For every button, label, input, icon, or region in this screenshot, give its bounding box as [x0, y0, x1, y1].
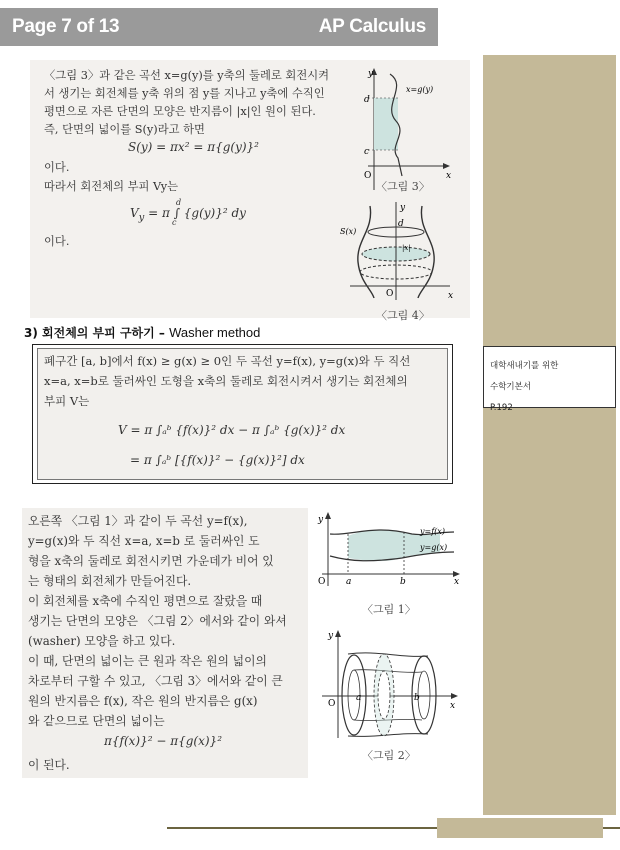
label-a: a: [346, 577, 352, 587]
label-b: b: [400, 577, 406, 587]
figure-2-caption: 〈그림 2〉: [362, 749, 416, 762]
formula-area: S(y) = πx² = π{g(y)}²: [128, 140, 259, 154]
text-line: 서 생기는 회전체를 y축 위의 점 y를 지나고 y축에 수직인: [44, 87, 325, 100]
text-line: 〈그림 3〉과 같은 곡선 x=g(y)를 y축의 둘레로 회전시켜: [44, 69, 330, 82]
axis-label-y: y: [318, 515, 324, 525]
text-line: 이 회전체를 x축에 수직인 평면으로 잘랐을 때: [28, 594, 263, 608]
page-header: [0, 8, 438, 46]
text-line: 이 때, 단면의 넓이는 큰 원과 작은 원의 넓이의: [28, 654, 267, 668]
axis-label-x: x: [450, 701, 456, 711]
text-line: (washer) 모양을 하고 있다.: [28, 634, 176, 648]
formula-washer-area: π{f(x)}² − π{g(x)}²: [104, 734, 223, 748]
text-line: 생기는 단면의 모양은 〈그림 2〉에서와 같이 와셔: [28, 614, 287, 628]
text-line: 즉, 단면의 넓이를 S(y)라고 하면: [44, 123, 205, 136]
text-line: 는 형태의 회전체가 만들어진다.: [28, 574, 192, 588]
section-number: 3): [24, 326, 38, 340]
figure-1-graph: [312, 512, 462, 592]
scan-panel-top: [30, 60, 470, 322]
origin-label: O: [318, 577, 326, 587]
axis-label-x: x: [446, 171, 452, 181]
figure-4-solid: [338, 200, 458, 306]
label-c: c: [364, 147, 370, 157]
label-s: S(x): [340, 227, 357, 236]
scan-panel-bottom: [22, 508, 308, 778]
text-line: 폐구간 [a, b]에서 f(x) ≥ g(x) ≥ 0인 두 곡선 y=f(x), y=g(x)와 두 직선: [44, 354, 411, 368]
text-line: y=g(x)와 두 직선 x=a, x=b 로 둘러싸인 도: [28, 534, 260, 548]
section-title-en: Washer method: [169, 325, 261, 340]
label-g: y=g(x): [420, 543, 448, 552]
figure-3-graph: [338, 66, 458, 196]
sidebar-reference-note: [483, 346, 616, 413]
curve-label: x=g(y): [406, 85, 434, 94]
axis-label-y: y: [368, 69, 374, 79]
text-line: 원의 반지름은 f(x), 작은 원의 반지름은 g(x): [28, 694, 258, 708]
definition-box-inner: [37, 348, 448, 480]
page-number: Page 7 of 13: [12, 16, 120, 37]
text-line: x=a, x=b로 둘러싸인 도형을 x축의 둘레로 회전시켜서 생기는 회전체의: [44, 374, 408, 388]
origin-label: O: [328, 699, 336, 709]
definition-box: [32, 344, 453, 484]
text-line: 부피 V는: [44, 394, 90, 408]
reference-line: 수학기본서: [490, 382, 532, 392]
label-b: b: [414, 693, 420, 703]
text-line: 평면으로 자른 단면의 모양은 반지름이 |x|인 원이 된다.: [44, 105, 316, 118]
origin-label: O: [386, 289, 394, 299]
label-d: d: [398, 219, 404, 229]
label-a: a: [356, 693, 362, 703]
label-d: d: [364, 95, 370, 105]
label-f: y=f(x): [420, 527, 445, 536]
axis-label-x: x: [454, 577, 460, 587]
text-line: 와 같으므로 단면의 넓이는: [28, 714, 165, 728]
text-line: 이 된다.: [28, 758, 70, 772]
origin-label: O: [364, 171, 372, 181]
axis-label-y: y: [328, 631, 334, 641]
reference-line: 대학새내기를 위한: [490, 361, 559, 371]
section-heading: [24, 324, 260, 341]
figure-1-caption: 〈그림 1〉: [362, 603, 416, 616]
text-line: 따라서 회전체의 부피 Vy는: [44, 180, 178, 193]
course-title: AP Calculus: [318, 16, 426, 37]
text-line: 이다.: [44, 235, 70, 248]
figure-2-washer-solid: [318, 628, 460, 740]
reference-line: P.192: [490, 403, 513, 413]
text-line: 오른쪽 〈그림 1〉과 같이 두 곡선 y=f(x),: [28, 514, 248, 528]
formula-washer-1: V = π ∫ₐᵇ {f(x)}² dx − π ∫ₐᵇ {g(x)}² dx: [118, 423, 346, 437]
axis-label-x: x: [448, 291, 454, 301]
label-abs-x: |x|: [402, 244, 411, 252]
axis-label-y: y: [400, 203, 406, 213]
formula-washer-2: = π ∫ₐᵇ [{f(x)}² − {g(x)}²] dx: [130, 453, 305, 467]
section-title-ko: 회전체의 부피 구하기 –: [42, 326, 165, 340]
text-line: 차로부터 구할 수 있고, 〈그림 3〉에서와 같이 큰: [28, 674, 283, 688]
text-line: 이다.: [44, 161, 70, 174]
sidebar: [483, 55, 616, 815]
text-line: 형을 x축의 둘레로 회전시키면 가운데가 비어 있: [28, 554, 274, 568]
formula-volume: $V_y = \pi$ ∫ d c {g(y)}² dy: [130, 198, 246, 227]
figure-4-caption: 〈그림 4〉: [376, 309, 430, 322]
figure-3-caption: 〈그림 3〉: [376, 180, 430, 193]
footer-block: [437, 818, 603, 838]
